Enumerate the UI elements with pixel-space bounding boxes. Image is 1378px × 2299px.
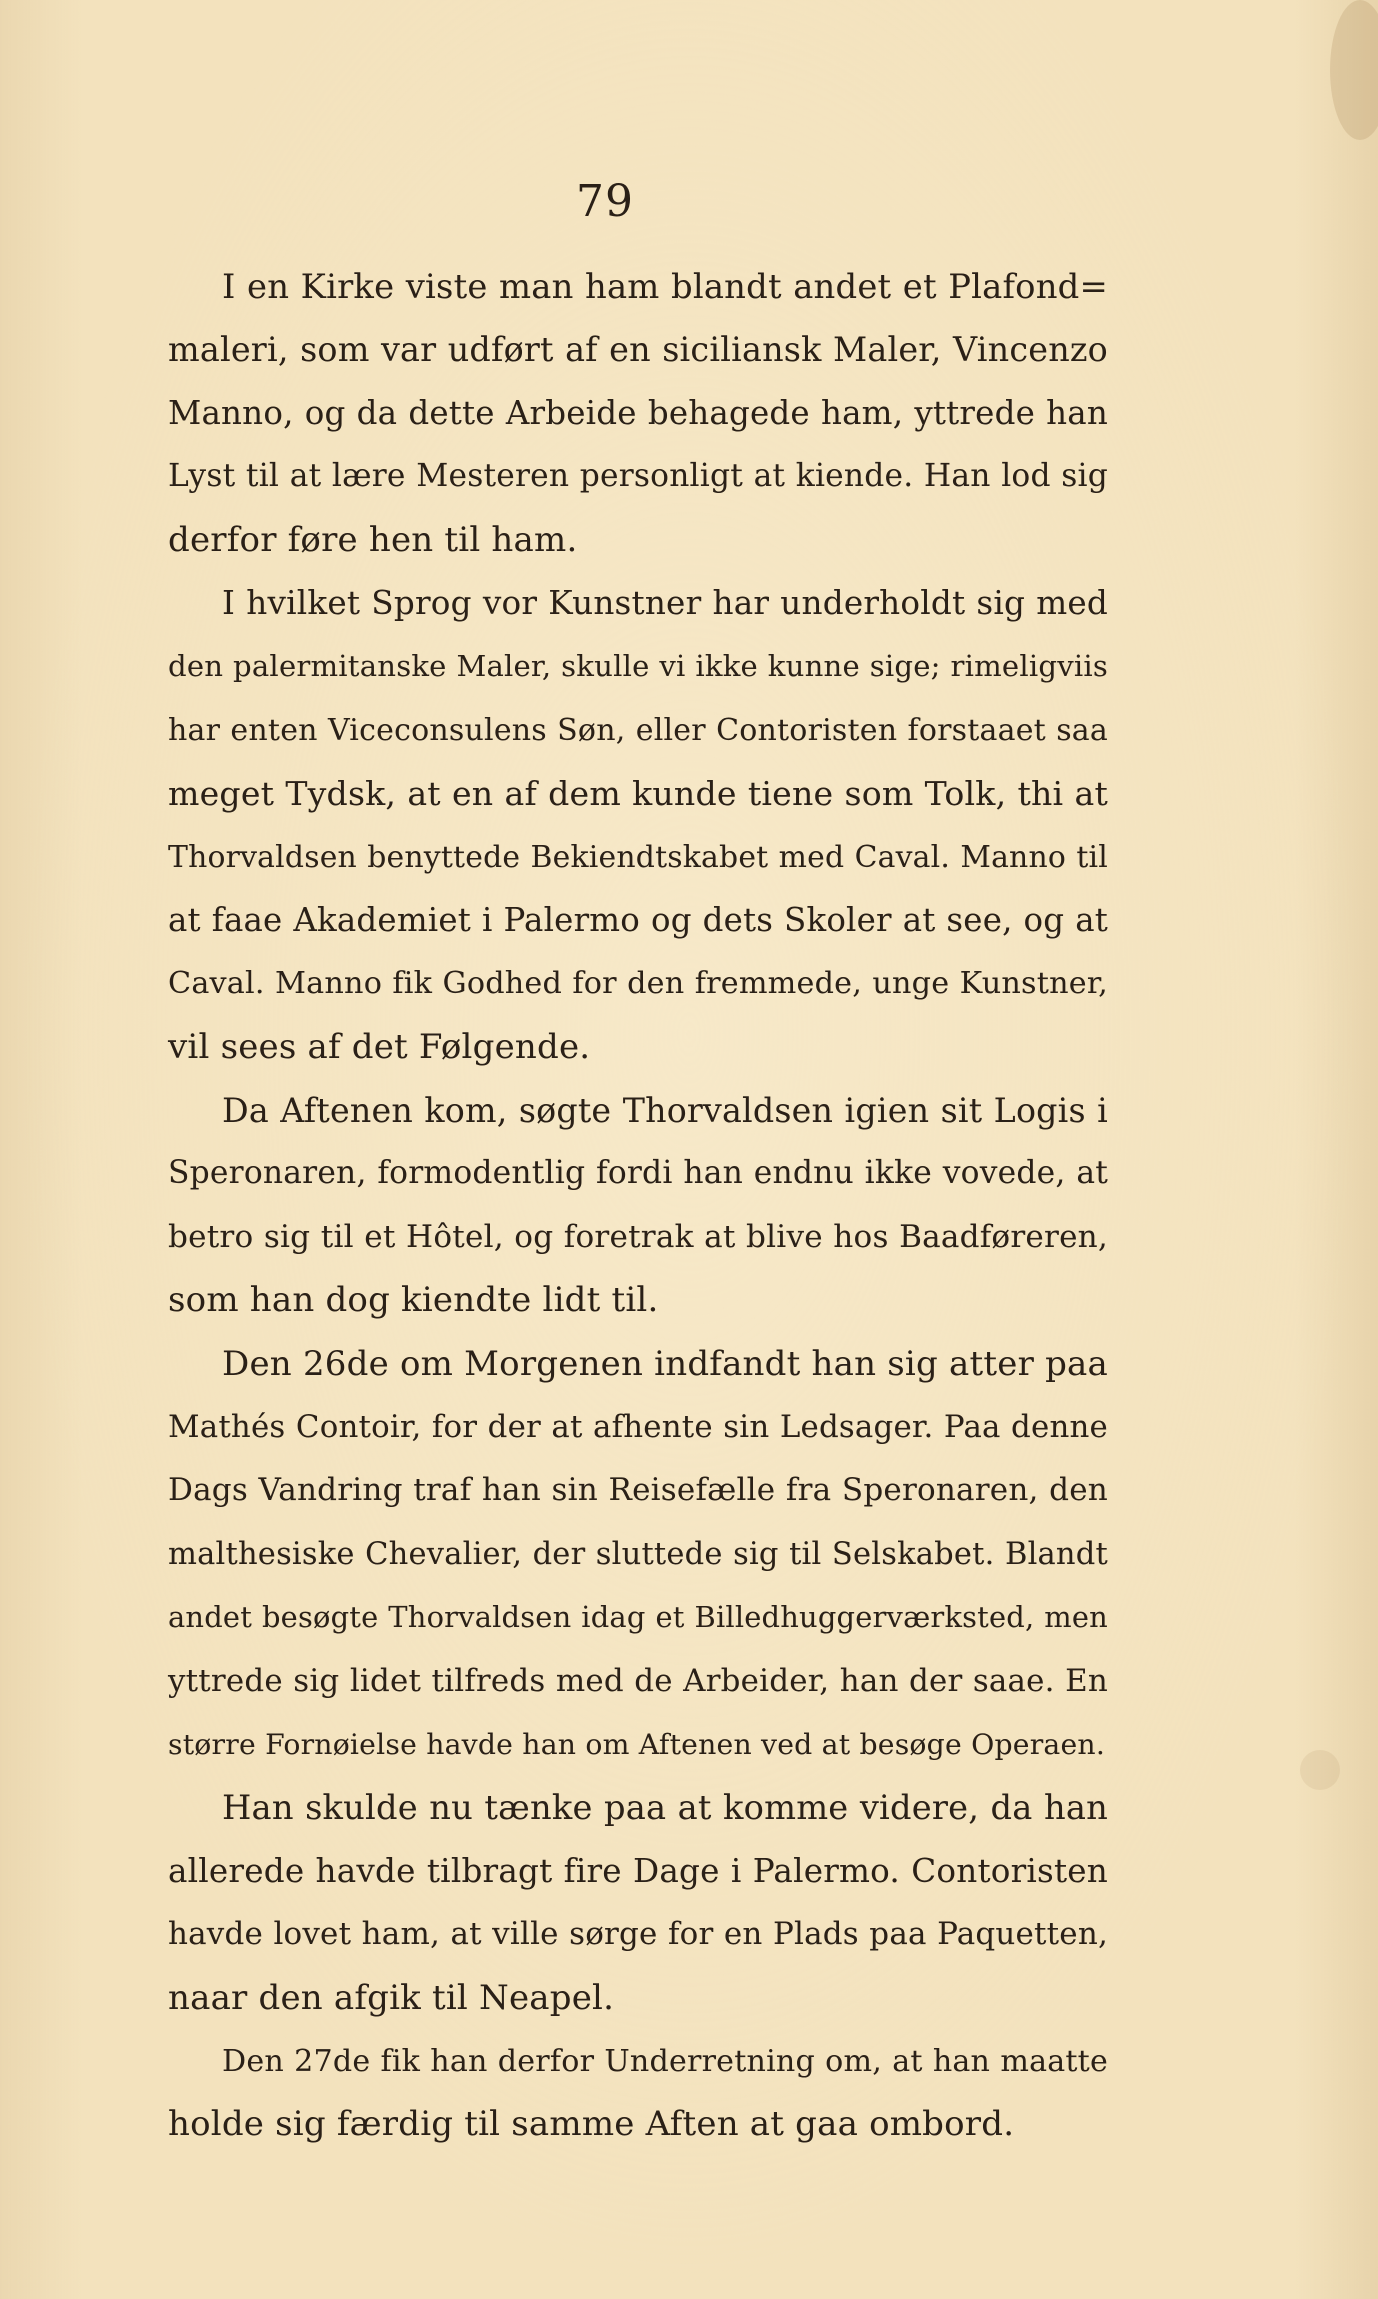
text-line: I en Kirke viste man ham blandt andet et Plafond= — [222, 267, 1108, 306]
paper-stain — [1300, 1750, 1340, 1790]
page-number: 79 — [576, 176, 634, 227]
paper-stain — [1330, 0, 1378, 140]
text-line: den palermitanske Maler, skulle vi ikke kunne sige; rimeligviis — [168, 649, 1108, 684]
text-line: Mathés Contoir, for der at afhente sin Ledsager. Paa denne — [168, 1409, 1108, 1446]
text-line: Lyst til at lære Mesteren personligt at kiende. Han lod sig — [168, 458, 1108, 495]
text-line: har enten Viceconsulens Søn, eller Contoristen forstaaet saa — [168, 712, 1108, 748]
text-line: derfor føre hen til ham. — [168, 519, 578, 560]
text-line: malthesiske Chevalier, der sluttede sig til Selskabet. Blandt — [168, 1536, 1108, 1572]
text-line: havde lovet ham, at ville sørge for en Plads paa Paquetten, — [168, 1916, 1108, 1953]
text-line: at faae Akademiet i Palermo og dets Skoler at see, og at — [168, 900, 1108, 939]
text-line: Den 26de om Morgenen indfandt han sig atter paa — [222, 1343, 1108, 1384]
text-line: betro sig til et Hôtel, og foretrak at blive hos Baadføreren, — [168, 1218, 1108, 1255]
text-line: som han dog kiendte lidt til. — [168, 1280, 659, 1321]
text-line: Caval. Manno fik Godhed for den fremmede, unge Kunstner, — [168, 966, 1108, 1002]
text-line: Da Aftenen kom, søgte Thorvaldsen igien sit Logis i — [222, 1091, 1108, 1131]
text-line: I hvilket Sprog vor Kunstner har underholdt sig med — [222, 583, 1108, 622]
body-text — [168, 255, 1108, 2157]
text-line: naar den afgik til Neapel. — [168, 1977, 615, 2018]
text-line: meget Tydsk, at en af dem kunde tiene som Tolk, thi at — [168, 774, 1108, 814]
text-line: Thorvaldsen benyttede Bekiendtskabet med Caval. Manno til — [168, 839, 1108, 875]
text-line: maleri, som var udført af en siciliansk Maler, Vincenzo — [168, 330, 1108, 370]
text-line: Manno, og da dette Arbeide behagede ham, yttrede han — [168, 393, 1108, 432]
text-line: allerede havde tilbragt fire Dage i Palermo. Contoristen — [168, 1851, 1108, 1890]
text-line: Dags Vandring traf han sin Reisefælle fra Speronaren, den — [168, 1472, 1108, 1509]
text-line: holde sig færdig til samme Aften at gaa ombord. — [168, 2104, 1015, 2145]
text-line: Speronaren, formodentlig fordi han endnu ikke vovede, at — [168, 1155, 1108, 1192]
text-line: yttrede sig lidet tilfreds med de Arbeider, han der saae. En — [168, 1662, 1108, 1699]
text-line: større Fornøielse havde han om Aftenen ved at besøge Operaen. — [168, 1727, 1106, 1761]
text-line: Den 27de fik han derfor Underretning om, at han maatte — [222, 2043, 1108, 2079]
text-line: andet besøgte Thorvaldsen idag et Billedhuggerværksted, men — [168, 1600, 1108, 1635]
text-line: Han skulde nu tænke paa at komme videre, da han — [222, 1788, 1108, 1828]
text-line: vil sees af det Følgende. — [168, 1026, 591, 1067]
